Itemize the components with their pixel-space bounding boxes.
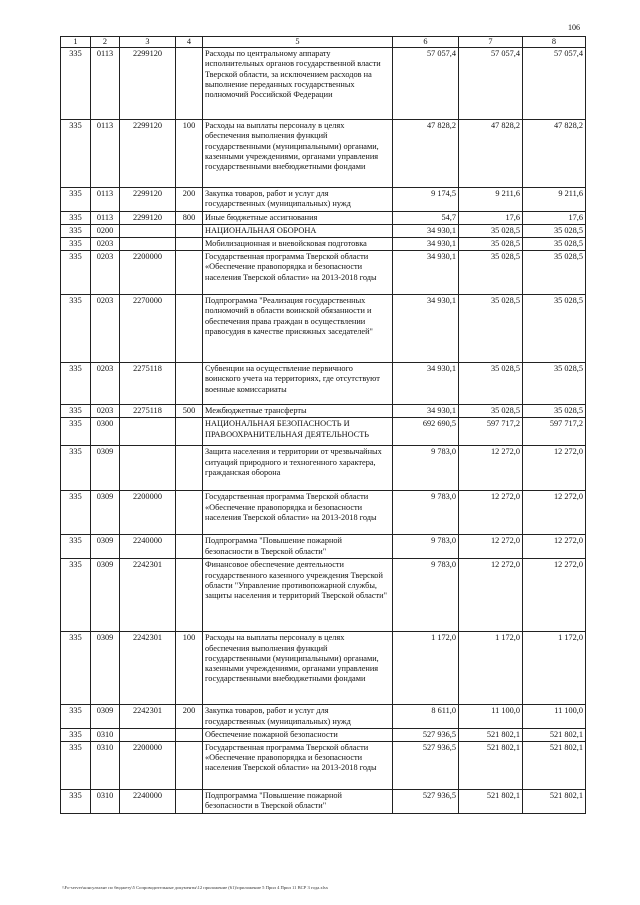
- table-cell-c8: 47 828,2: [523, 120, 586, 188]
- table-row: [61, 48, 586, 120]
- table-cell-c1: 335: [61, 211, 91, 224]
- budget-table: [60, 36, 586, 814]
- table-cell-c6: 54,7: [393, 211, 459, 224]
- table-cell-c4: [176, 48, 203, 120]
- table-cell-c6: 692 690,5: [393, 418, 459, 446]
- table-cell-c5: Государственная программа Тверской области «Обеспечение правопорядка и безопасности населения Тверской области» на 2013-2018 годы: [203, 491, 393, 535]
- table-cell-c6: 34 930,1: [393, 405, 459, 418]
- table-cell-c2: 0309: [91, 535, 120, 559]
- table-cell-c4: [176, 742, 203, 790]
- table-cell-c7: 9 211,6: [459, 188, 523, 211]
- table-cell-c2: 0113: [91, 188, 120, 211]
- table-cell-c7: 521 802,1: [459, 742, 523, 790]
- table-cell-c8: 35 028,5: [523, 224, 586, 237]
- table-cell-c2: 0310: [91, 742, 120, 790]
- table-cell-c6: 9 783,0: [393, 446, 459, 491]
- table-cell-c4: [176, 238, 203, 251]
- table-row: [61, 535, 586, 559]
- table-cell-c6: 34 930,1: [393, 224, 459, 237]
- table-cell-c4: 800: [176, 211, 203, 224]
- table-cell-c1: 335: [61, 790, 91, 814]
- table-cell-c2: 0309: [91, 705, 120, 728]
- table-cell-c6: 527 936,5: [393, 728, 459, 741]
- table-cell-c8: 12 272,0: [523, 535, 586, 559]
- table-cell-c2: 0309: [91, 632, 120, 705]
- table-row: [61, 238, 586, 251]
- table-cell-c5: Субвенции на осуществление первичного воинского учета на территориях, где отсутствуют военные комиссариаты: [203, 363, 393, 405]
- table-cell-c3: 2242301: [120, 559, 176, 632]
- table-row: [61, 790, 586, 814]
- table-cell-c3: 2299120: [120, 48, 176, 120]
- table-cell-c1: 335: [61, 188, 91, 211]
- table-cell-c6: 1 172,0: [393, 632, 459, 705]
- column-header: 3: [120, 37, 176, 48]
- table-cell-c1: 335: [61, 559, 91, 632]
- table-cell-c4: [176, 295, 203, 363]
- table-row: [61, 742, 586, 790]
- table-cell-c8: 35 028,5: [523, 295, 586, 363]
- table-cell-c2: 0200: [91, 224, 120, 237]
- table-cell-c8: 17,6: [523, 211, 586, 224]
- table-cell-c4: 500: [176, 405, 203, 418]
- table-cell-c7: 597 717,2: [459, 418, 523, 446]
- table-cell-c5: НАЦИОНАЛЬНАЯ ОБОРОНА: [203, 224, 393, 237]
- table-cell-c6: 9 783,0: [393, 535, 459, 559]
- table-cell-c7: 35 028,5: [459, 363, 523, 405]
- table-cell-c6: 34 930,1: [393, 295, 459, 363]
- table-cell-c3: 2200000: [120, 491, 176, 535]
- table-cell-c5: Расходы по центральному аппарату исполнительных органов государственной власти Тверской области, за исключением расходов на выполнение переданных государственных полномочий Российской Федерации: [203, 48, 393, 120]
- table-cell-c1: 335: [61, 405, 91, 418]
- table-cell-c8: 12 272,0: [523, 446, 586, 491]
- table-cell-c8: 35 028,5: [523, 405, 586, 418]
- table-cell-c4: [176, 224, 203, 237]
- table-cell-c4: 200: [176, 188, 203, 211]
- table-cell-c4: [176, 491, 203, 535]
- table-cell-c7: 35 028,5: [459, 224, 523, 237]
- table-row: [61, 120, 586, 188]
- file-path-footer: \\Fo-server\консультант по бюджету\5 Сопроводительные документы\12 приложение (61)\приложение 5 Прил 4 Прил 11 ВСР 3 года.xlsx: [62, 885, 329, 890]
- table-cell-c8: 521 802,1: [523, 790, 586, 814]
- table-cell-c8: 521 802,1: [523, 742, 586, 790]
- table-cell-c1: 335: [61, 120, 91, 188]
- table-row: [61, 224, 586, 237]
- table-cell-c6: 9 783,0: [393, 491, 459, 535]
- table-cell-c5: Закупка товаров, работ и услуг для государственных (муниципальных) нужд: [203, 188, 393, 211]
- table-cell-c4: [176, 728, 203, 741]
- table-cell-c2: 0203: [91, 363, 120, 405]
- table-cell-c3: 2242301: [120, 632, 176, 705]
- table-cell-c7: 1 172,0: [459, 632, 523, 705]
- table-cell-c5: Закупка товаров, работ и услуг для государственных (муниципальных) нужд: [203, 705, 393, 728]
- table-cell-c6: 47 828,2: [393, 120, 459, 188]
- table-cell-c6: 527 936,5: [393, 790, 459, 814]
- table-cell-c8: 12 272,0: [523, 491, 586, 535]
- table-cell-c5: Обеспечение пожарной безопасности: [203, 728, 393, 741]
- table-row: [61, 446, 586, 491]
- table-cell-c5: НАЦИОНАЛЬНАЯ БЕЗОПАСНОСТЬ И ПРАВООХРАНИТЕЛЬНАЯ ДЕЯТЕЛЬНОСТЬ: [203, 418, 393, 446]
- table-row: [61, 418, 586, 446]
- table-row: [61, 491, 586, 535]
- table-cell-c6: 9 174,5: [393, 188, 459, 211]
- table-cell-c6: 34 930,1: [393, 363, 459, 405]
- table-cell-c2: 0113: [91, 48, 120, 120]
- table-cell-c3: [120, 446, 176, 491]
- table-cell-c2: 0203: [91, 405, 120, 418]
- table-cell-c3: [120, 728, 176, 741]
- table-cell-c4: [176, 446, 203, 491]
- table-cell-c8: 35 028,5: [523, 238, 586, 251]
- table-cell-c3: 2275118: [120, 363, 176, 405]
- table-cell-c1: 335: [61, 705, 91, 728]
- table-cell-c8: 12 272,0: [523, 559, 586, 632]
- column-header: 2: [91, 37, 120, 48]
- table-cell-c7: 12 272,0: [459, 559, 523, 632]
- table-cell-c2: 0310: [91, 728, 120, 741]
- column-header: 4: [176, 37, 203, 48]
- table-cell-c1: 335: [61, 632, 91, 705]
- table-row: [61, 632, 586, 705]
- table-cell-c8: 35 028,5: [523, 251, 586, 295]
- column-header: 7: [459, 37, 523, 48]
- table-cell-c2: 0203: [91, 251, 120, 295]
- table-cell-c7: 35 028,5: [459, 295, 523, 363]
- table-cell-c7: 17,6: [459, 211, 523, 224]
- table-cell-c4: [176, 251, 203, 295]
- table-cell-c7: 12 272,0: [459, 535, 523, 559]
- table-cell-c2: 0309: [91, 491, 120, 535]
- table-cell-c3: 2240000: [120, 535, 176, 559]
- table-cell-c1: 335: [61, 363, 91, 405]
- table-cell-c3: 2299120: [120, 188, 176, 211]
- table-cell-c5: Расходы на выплаты персоналу в целях обеспечения выполнения функций государственными (муниципальными) органами, казенными учреждениями, органами управления государственными внебюджетными фондами: [203, 120, 393, 188]
- table-cell-c4: [176, 535, 203, 559]
- table-cell-c8: 9 211,6: [523, 188, 586, 211]
- table-cell-c3: 2200000: [120, 251, 176, 295]
- table-cell-c2: 0113: [91, 120, 120, 188]
- table-cell-c3: [120, 224, 176, 237]
- table-cell-c1: 335: [61, 251, 91, 295]
- table-cell-c4: [176, 790, 203, 814]
- table-cell-c1: 335: [61, 535, 91, 559]
- table-cell-c4: 200: [176, 705, 203, 728]
- table-cell-c3: 2299120: [120, 211, 176, 224]
- table-cell-c2: 0300: [91, 418, 120, 446]
- table-cell-c4: 100: [176, 632, 203, 705]
- table-cell-c3: 2240000: [120, 790, 176, 814]
- table-cell-c2: 0310: [91, 790, 120, 814]
- header-row: [61, 37, 586, 48]
- table-cell-c6: 34 930,1: [393, 238, 459, 251]
- table-cell-c7: 47 828,2: [459, 120, 523, 188]
- table-cell-c1: 335: [61, 238, 91, 251]
- table-cell-c6: 8 611,0: [393, 705, 459, 728]
- table-cell-c1: 335: [61, 728, 91, 741]
- table-cell-c7: 12 272,0: [459, 491, 523, 535]
- table-cell-c3: 2299120: [120, 120, 176, 188]
- table-cell-c6: 57 057,4: [393, 48, 459, 120]
- column-header: 8: [523, 37, 586, 48]
- table-row: [61, 251, 586, 295]
- table-cell-c1: 335: [61, 491, 91, 535]
- table-cell-c5: Расходы на выплаты персоналу в целях обеспечения выполнения функций государственными (муниципальными) органами, казенными учреждениями, органами управления государственными внебюджетными фондами: [203, 632, 393, 705]
- table-cell-c3: 2242301: [120, 705, 176, 728]
- table-cell-c2: 0203: [91, 238, 120, 251]
- table-cell-c7: 35 028,5: [459, 405, 523, 418]
- table-cell-c7: 11 100,0: [459, 705, 523, 728]
- table-cell-c8: 1 172,0: [523, 632, 586, 705]
- table-cell-c2: 0113: [91, 211, 120, 224]
- table-cell-c5: Межбюджетные трансферты: [203, 405, 393, 418]
- table-cell-c6: 527 936,5: [393, 742, 459, 790]
- table-row: [61, 705, 586, 728]
- table-cell-c5: Государственная программа Тверской области «Обеспечение правопорядка и безопасности населения Тверской области» на 2013-2018 годы: [203, 742, 393, 790]
- table-cell-c8: 11 100,0: [523, 705, 586, 728]
- table-cell-c5: Мобилизационная и вневойсковая подготовка: [203, 238, 393, 251]
- table-cell-c5: Подпрограмма "Реализация государственных полномочий в области воинской обязанности и обеспечения права граждан в осуществлении правосудия в качестве присяжных заседателей": [203, 295, 393, 363]
- table-cell-c7: 35 028,5: [459, 251, 523, 295]
- table-cell-c8: 57 057,4: [523, 48, 586, 120]
- table-row: [61, 405, 586, 418]
- page-number: 106: [568, 23, 580, 32]
- table-cell-c1: 335: [61, 224, 91, 237]
- table-cell-c3: 2275118: [120, 405, 176, 418]
- table-row: [61, 363, 586, 405]
- table-cell-c7: 12 272,0: [459, 446, 523, 491]
- table-cell-c5: Финансовое обеспечение деятельности государственного казенного учреждения Тверской области "Управление противопожарной службы, защиты населения и территорий Тверской области": [203, 559, 393, 632]
- table-cell-c2: 0203: [91, 295, 120, 363]
- table-cell-c5: Защита населения и территории от чрезвычайных ситуаций природного и техногенного характера, гражданская оборона: [203, 446, 393, 491]
- table-cell-c2: 0309: [91, 559, 120, 632]
- table-row: [61, 211, 586, 224]
- table-cell-c7: 35 028,5: [459, 238, 523, 251]
- table-cell-c6: 34 930,1: [393, 251, 459, 295]
- table-cell-c1: 335: [61, 48, 91, 120]
- table-row: [61, 188, 586, 211]
- table-cell-c1: 335: [61, 295, 91, 363]
- table-cell-c7: 521 802,1: [459, 728, 523, 741]
- table-cell-c5: Подпрограмма "Повышение пожарной безопасности в Тверской области": [203, 535, 393, 559]
- column-header: 1: [61, 37, 91, 48]
- table-cell-c8: 521 802,1: [523, 728, 586, 741]
- table-cell-c1: 335: [61, 742, 91, 790]
- table-cell-c1: 335: [61, 446, 91, 491]
- table-cell-c6: 9 783,0: [393, 559, 459, 632]
- column-header: 6: [393, 37, 459, 48]
- table-cell-c5: Иные бюджетные ассигнования: [203, 211, 393, 224]
- table-row: [61, 728, 586, 741]
- table-cell-c3: [120, 238, 176, 251]
- table-cell-c3: 2270000: [120, 295, 176, 363]
- table-cell-c5: Государственная программа Тверской области «Обеспечение правопорядка и безопасности населения Тверской области» на 2013-2018 годы: [203, 251, 393, 295]
- table-row: [61, 559, 586, 632]
- table-cell-c5: Подпрограмма "Повышение пожарной безопасности в Тверской области": [203, 790, 393, 814]
- table-cell-c2: 0309: [91, 446, 120, 491]
- table-cell-c4: [176, 559, 203, 632]
- column-header: 5: [203, 37, 393, 48]
- table-cell-c8: 597 717,2: [523, 418, 586, 446]
- table-cell-c3: [120, 418, 176, 446]
- table-cell-c1: 335: [61, 418, 91, 446]
- table-cell-c3: 2200000: [120, 742, 176, 790]
- table-cell-c8: 35 028,5: [523, 363, 586, 405]
- table-cell-c4: [176, 418, 203, 446]
- table-cell-c4: [176, 363, 203, 405]
- table-row: [61, 295, 586, 363]
- table-cell-c7: 521 802,1: [459, 790, 523, 814]
- table-cell-c4: 100: [176, 120, 203, 188]
- table-cell-c7: 57 057,4: [459, 48, 523, 120]
